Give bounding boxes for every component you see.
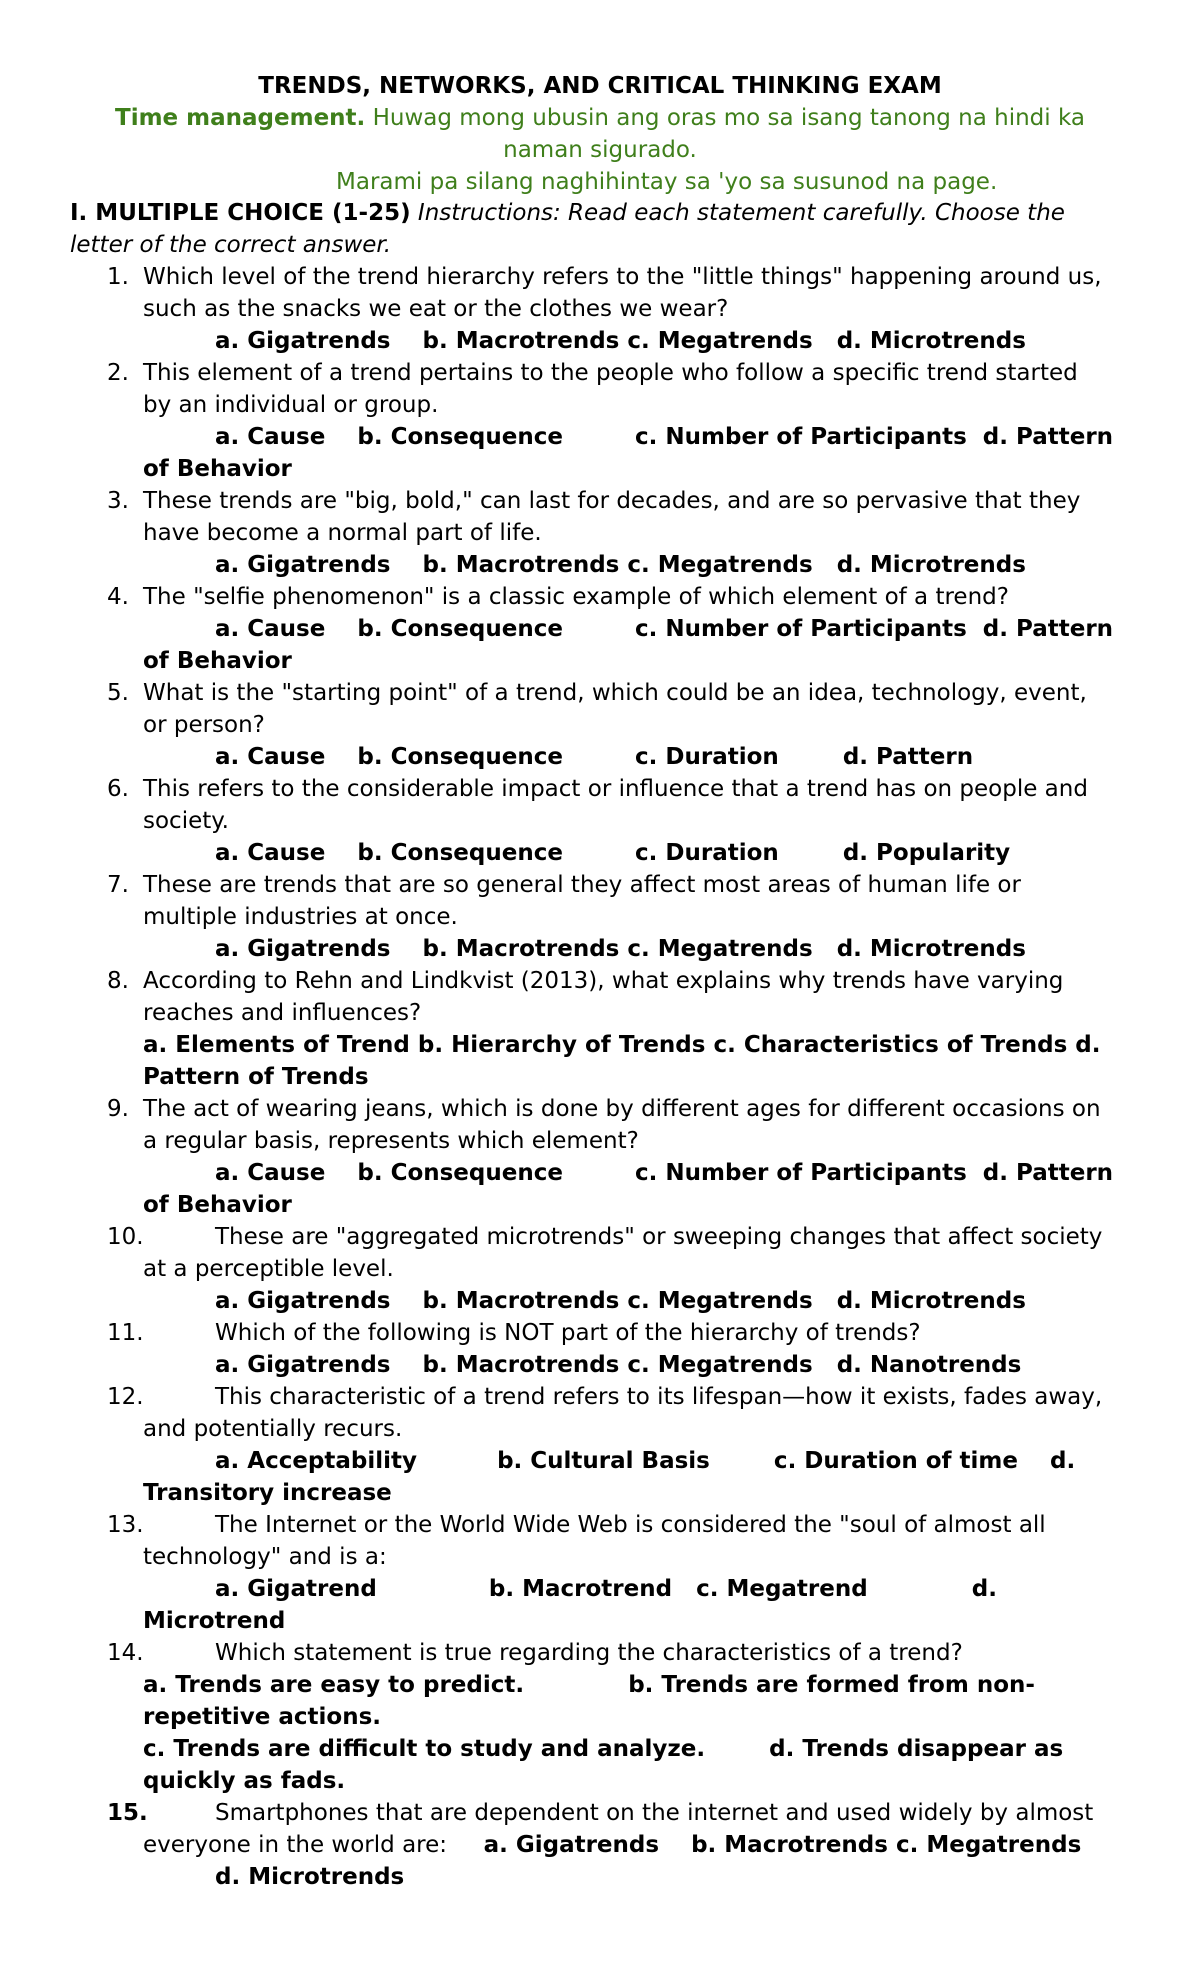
answer-choices-cont: Transitory increase: [143, 1480, 392, 1506]
question-text-cont: have become a normal part of life.: [143, 520, 542, 546]
answer-choices: a. Cause b. Consequence c. Number of Participants d. Pattern: [215, 424, 1114, 450]
question-item: [107, 1797, 1137, 1893]
answer-choices: a. Trends are easy to predict. b. Trends are formed from non-: [143, 1672, 1035, 1698]
question-item: [107, 1317, 1137, 1381]
question-number: 6.: [107, 776, 129, 802]
question-number: 14.: [107, 1640, 144, 1666]
question-number: 3.: [107, 488, 129, 514]
question-item: [107, 1637, 1137, 1797]
question-number: 12.: [107, 1384, 144, 1410]
question-item: [107, 485, 1137, 581]
section-heading: [70, 197, 1130, 261]
answer-choices-cont: Pattern of Trends: [143, 1064, 369, 1090]
time-management-label: Time management.: [115, 105, 366, 131]
question-number: 2.: [107, 360, 129, 386]
time-management-text-1: Huwag mong ubusin ang oras mo sa isang tanong na hindi ka: [365, 105, 1085, 131]
answer-choices-cont: of Behavior: [143, 1192, 292, 1218]
answer-choices: a. Gigatrends b. Macrotrends c. Megatrends d. Microtrends: [215, 328, 1026, 354]
question-number: 1.: [107, 264, 129, 290]
question-number: 13.: [107, 1512, 144, 1538]
question-text: The act of wearing jeans, which is done by different ages for different occasions on: [143, 1096, 1101, 1122]
answer-choices: a. Gigatrends b. Macrotrends c. Megatrends d. Microtrends: [215, 552, 1026, 578]
question-text: This refers to the considerable impact or influence that a trend has on people and: [143, 776, 1088, 802]
question-text-cont: multiple industries at once.: [143, 904, 458, 930]
question-number: 8.: [107, 968, 129, 994]
time-management-note: [100, 102, 1100, 134]
question-item: [107, 773, 1137, 869]
question-text-cont: or person?: [143, 712, 265, 738]
answer-choices: a. Gigatrends b. Macrotrends c. Megatrends d. Microtrends: [215, 1288, 1026, 1314]
exam-title: TRENDS, NETWORKS, AND CRITICAL THINKING EXAM: [258, 73, 942, 99]
instructions-line-2: letter of the correct answer.: [70, 232, 392, 258]
answer-choices-cont: of Behavior: [143, 456, 292, 482]
question-text-cont: and potentially recurs.: [143, 1416, 403, 1442]
question-text: This characteristic of a trend refers to its lifespan—how it exists, fades away,: [215, 1384, 1103, 1410]
question-text: These are "aggregated microtrends" or sweeping changes that affect society: [215, 1224, 1103, 1250]
question-item: [107, 1509, 1137, 1637]
question-text: These trends are "big, bold," can last for decades, and are so pervasive that they: [143, 488, 1081, 514]
question-item: [107, 1093, 1137, 1221]
question-text-cont: reaches and influences?: [143, 1000, 422, 1026]
question-text-cont: at a perceptible level.: [143, 1256, 394, 1282]
question-text: This element of a trend pertains to the people who follow a specific trend started: [143, 360, 1078, 386]
question-number: 7.: [107, 872, 129, 898]
answer-choices: a. Gigatrend b. Macrotrend c. Megatrend d.: [215, 1576, 997, 1602]
question-item: [107, 357, 1137, 485]
question-number: 5.: [107, 680, 129, 706]
instructions-line-1: Instructions: Read each statement carefully. Choose the: [410, 200, 1065, 226]
question-text: What is the "starting point" of a trend, which could be an idea, technology, event,: [143, 680, 1087, 706]
answer-choices-cont: Microtrend: [143, 1608, 286, 1634]
question-number: 4.: [107, 584, 129, 610]
answer-choices-cont: d. Microtrends: [215, 1864, 405, 1890]
answer-choices: a. Gigatrends b. Macrotrends c. Megatrends: [483, 1832, 1082, 1858]
question-text: Which statement is true regarding the characteristics of a trend?: [215, 1640, 963, 1666]
exam-header: [100, 70, 1100, 198]
answer-choices: a. Elements of Trend b. Hierarchy of Trends c. Characteristics of Trends d.: [143, 1032, 1101, 1058]
question-item: [107, 1221, 1137, 1317]
question-text: Smartphones that are dependent on the internet and used widely by almost: [215, 1800, 1094, 1826]
answer-choices: a. Gigatrends b. Macrotrends c. Megatrends d. Nanotrends: [215, 1352, 1022, 1378]
answer-choices-2: c. Trends are difficult to study and analyze. d. Trends disappear as: [143, 1736, 1064, 1762]
question-item: [107, 261, 1137, 357]
question-number: 10.: [107, 1224, 144, 1250]
answer-choices-2-cont: quickly as fads.: [143, 1768, 346, 1794]
question-number: 15.: [107, 1800, 148, 1826]
question-text: These are trends that are so general they affect most areas of human life or: [143, 872, 1021, 898]
answer-choices: a. Cause b. Consequence c. Duration d. Popularity: [215, 840, 1011, 866]
question-text-cont: a regular basis, represents which element?: [143, 1128, 639, 1154]
section-title: I. MULTIPLE CHOICE (1-25): [70, 200, 411, 226]
question-text: The Internet or the World Wide Web is considered the "soul of almost all: [215, 1512, 1046, 1538]
question-item: [107, 1381, 1137, 1509]
question-item: [107, 869, 1137, 965]
answer-choices: a. Gigatrends b. Macrotrends c. Megatrends d. Microtrends: [215, 936, 1026, 962]
question-list: [107, 261, 1137, 1893]
answer-choices-cont: repetitive actions.: [143, 1704, 381, 1730]
question-text: Which level of the trend hierarchy refers to the "little things" happening around us,: [143, 264, 1102, 290]
time-management-text-3: Marami pa silang naghihintay sa 'yo sa susunod na page.: [336, 169, 998, 195]
answer-choices-cont: of Behavior: [143, 648, 292, 674]
question-item: [107, 581, 1137, 677]
time-management-text-2: naman sigurado.: [503, 137, 697, 163]
question-text-cont: such as the snacks we eat or the clothes we wear?: [143, 296, 729, 322]
question-item: [107, 965, 1137, 1093]
answer-choices: a. Cause b. Consequence c. Number of Participants d. Pattern: [215, 1160, 1114, 1186]
question-text: The "selfie phenomenon" is a classic example of which element of a trend?: [143, 584, 1009, 610]
answer-choices: a. Cause b. Consequence c. Number of Participants d. Pattern: [215, 616, 1114, 642]
question-text-cont: technology" and is a:: [143, 1544, 387, 1570]
answer-choices: a. Cause b. Consequence c. Duration d. Pattern: [215, 744, 974, 770]
question-text: Which of the following is NOT part of the hierarchy of trends?: [215, 1320, 921, 1346]
question-text-cont: society.: [143, 808, 229, 834]
question-number: 9.: [107, 1096, 129, 1122]
question-text-cont: by an individual or group.: [143, 392, 439, 418]
question-item: [107, 677, 1137, 773]
question-number: 11.: [107, 1320, 144, 1346]
question-text-cont: everyone in the world are:: [143, 1832, 484, 1858]
question-text: According to Rehn and Lindkvist (2013), what explains why trends have varying: [143, 968, 1064, 994]
answer-choices: a. Acceptability b. Cultural Basis c. Duration of time d.: [215, 1448, 1076, 1474]
